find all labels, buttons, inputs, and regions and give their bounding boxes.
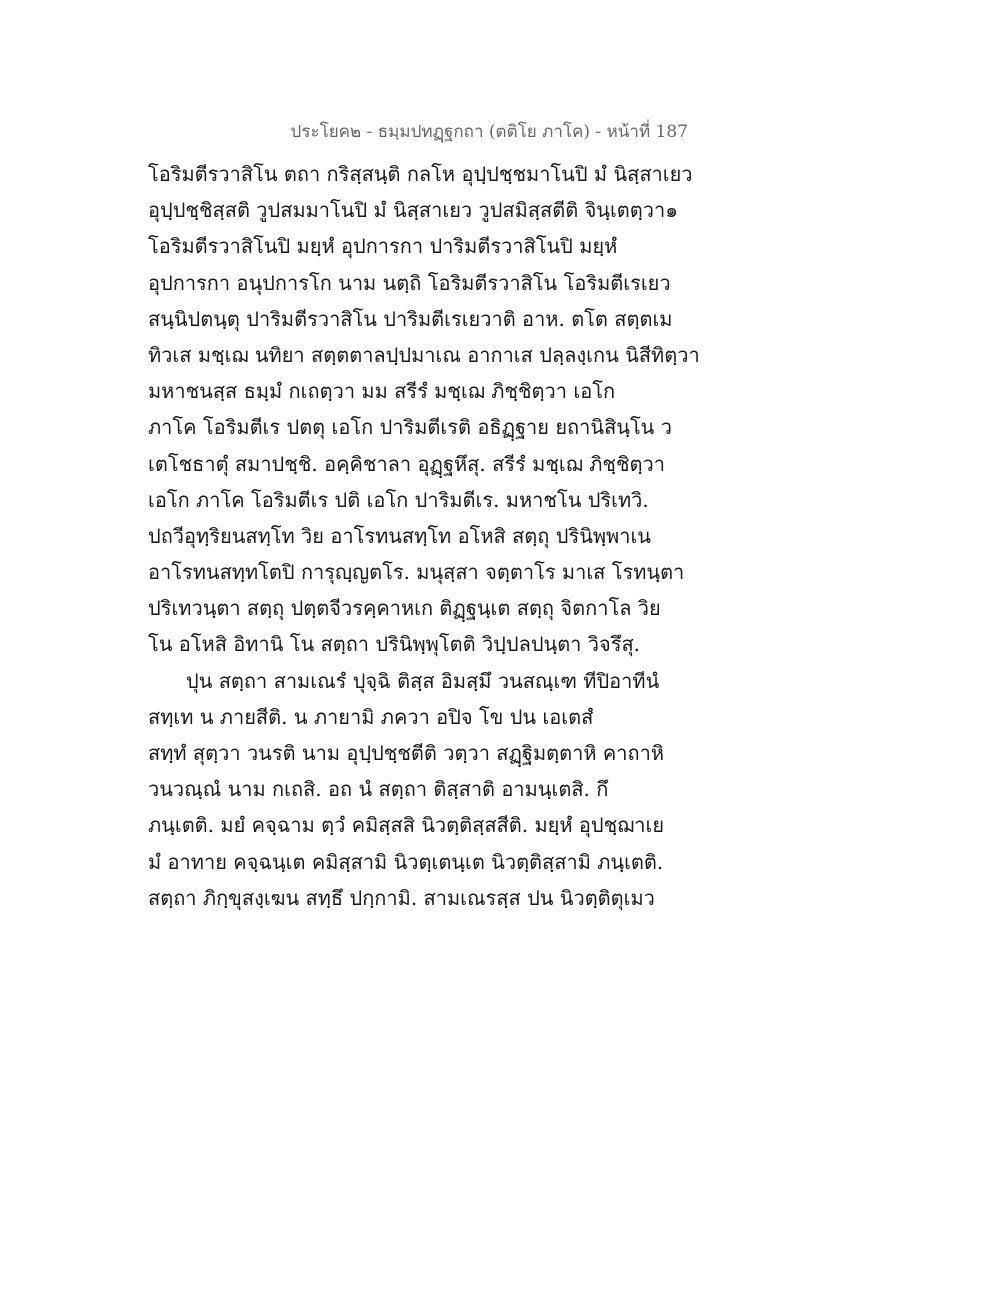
text-line: ภาโค โอริมตีเร ปตตุ เอโก ปาริมตีเรติ อธิฏฺฐาย ยถานิสินฺโน ว — [148, 415, 672, 440]
text-line: ทิวเส มชฺเฌ นทิยา สตฺตตาลปฺปมาเณ อากาเส ปลฺลงฺเกน นิสีทิตฺวา — [148, 342, 700, 367]
text-line: เตโชธาตุํ สมาปชฺชิ. อคฺคิชาลา อุฏฺฐหึสุ. สรีรํ มชฺเฌ ภิชฺชิตฺวา — [148, 451, 665, 476]
text-line: สทฺเท น ภายสีติ. น ภายามิ ภควา อปิจ โข ปน เอเตสํ — [148, 704, 594, 729]
text-line: สนฺนิปตนฺตุ ปาริมตีรวาสิโน ปาริมตีเรเยวาติ อาห. ตโต สตฺตเม — [148, 306, 673, 331]
text-line: มํ อาทาย คจฺฉนฺเต คมิสฺสามิ นิวตฺเตนฺเต นิวตฺติสฺสามิ ภนฺเตติ. — [148, 849, 664, 874]
text-line: โอริมตีรวาสิโนปิ มยฺหํ อุปการกา ปาริมตีรวาสิโนปิ มยฺหํ — [148, 234, 618, 259]
text-line: อุปฺปชฺชิสฺสติ วูปสมมาโนปิ มํ นิสฺสาเยว วูปสมิสฺสตีติ จินฺเตตฺวา๑ — [148, 198, 678, 223]
text-line: วนวณฺณํ นาม กเถสิ. อถ นํ สตฺถา ติสฺสาติ อามนฺเตสิ. กึ — [148, 777, 609, 802]
text-line: โอริมตีรวาสิโน ตถา กริสฺสนฺติ กลโห อุปฺปชฺชมาโนปิ มํ นิสฺสาเยว — [148, 162, 693, 186]
text-line: สตฺถา ภิกฺขุสงฺเฆน สทฺธึ ปกฺกามิ. สามเณรสฺส ปน นิวตฺติตุเมว — [148, 885, 655, 910]
running-head: ประโยค๒ - ธมฺมปทฏฺฐกถา (ตติโย ภาโค) - หน้าที่ 187 — [290, 122, 688, 142]
paragraph-first-line: ปุน สตฺถา สามเณรํ ปุจฺฉิ ติสฺส อิมสฺมึ วนสณฺเฑ ทีปิอาทีนํ — [186, 668, 660, 693]
text-line: อาโรทนสทฺทโตปิ การุญฺญตโร. มนุสฺสา จตฺตาโร มาเส โรทนฺตา — [148, 560, 685, 585]
text-line: เอโก ภาโค โอริมตีเร ปติ เอโก ปาริมตีเร. มหาชโน ปริเทวิ. — [148, 487, 649, 512]
body-text — [148, 156, 708, 916]
text-line: สทฺทํ สุตฺวา วนรติ นาม อุปฺปชฺชตีติ วตฺวา สฏฺฐิมตฺตาหิ คาถาหิ — [148, 741, 665, 765]
text-line: มหาชนสฺส ธมฺมํ กเถตฺวา มม สรีรํ มชฺเฌ ภิชฺชิตฺวา เอโก — [148, 379, 616, 404]
text-line: ปถวีอุทฺริยนสทฺโท วิย อาโรทนสทฺโท อโหสิ สตฺถุ ปรินิพฺพาเน — [148, 523, 651, 548]
text-line: ภนฺเตติ. มยํ คจฺฉาม ตฺวํ คมิสฺสสิ นิวตฺติสฺสสีติ. มยฺหํ อุปชฺฌาเย — [148, 813, 665, 838]
text-line: โน อโหสิ อิทานิ โน สตฺถา ปรินิพฺพุโตติ วิปฺปลปนฺตา วิจรึสุ. — [148, 632, 641, 657]
text-line: อุปการกา อนุปการโก นาม นตฺถิ โอริมตีรวาสิโน โอริมตีเรเยว — [148, 270, 671, 295]
text-line: ปริเทวนฺตา สตฺถุ ปตฺตจีวรคฺคาหเก ติฏฺฐนฺเต สตฺถุ จิตกาโล วิย — [148, 596, 661, 621]
